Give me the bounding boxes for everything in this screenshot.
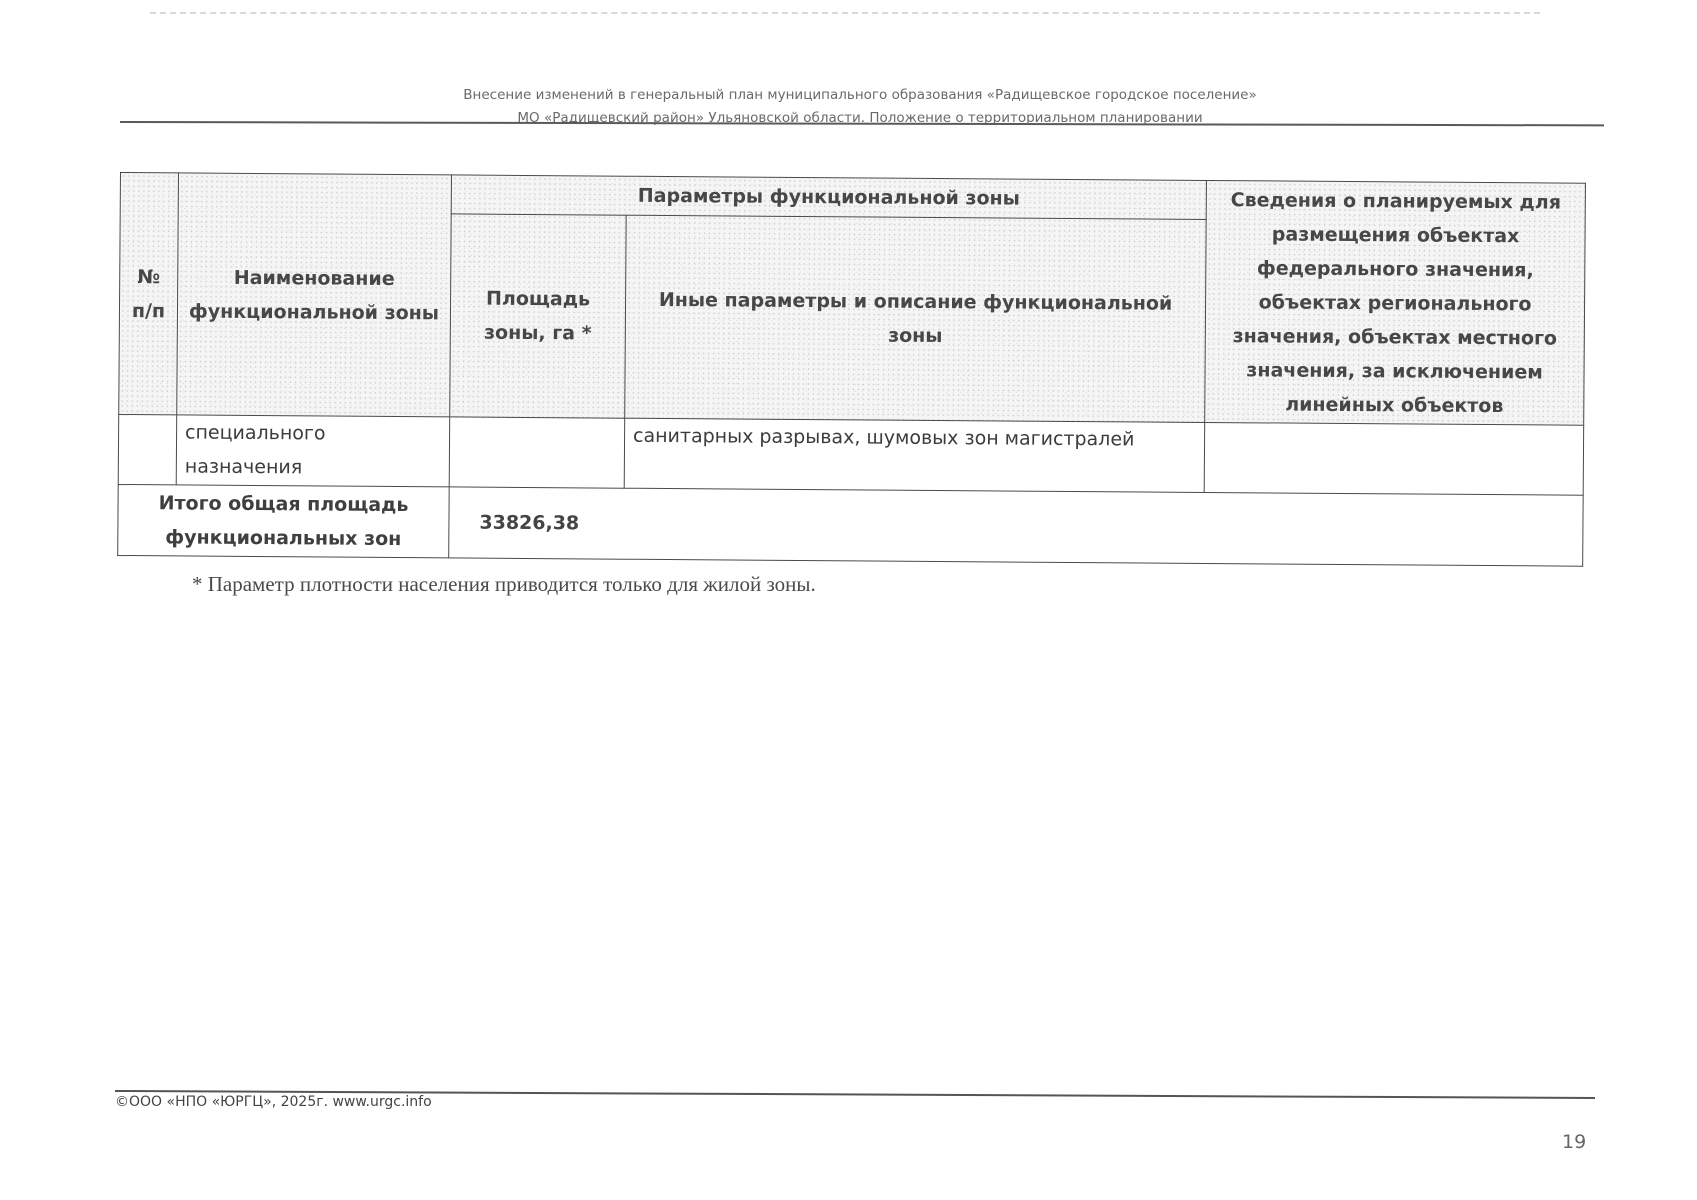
row-other-params: санитарных разрывах, шумовых зон магистралей (624, 418, 1205, 492)
header-num-line-2: п/п (131, 299, 166, 322)
footnote: * Параметр плотности населения приводится только для жилой зоны. (192, 572, 816, 596)
header-objects-info: Сведения о планируемых для размещения объектах федерального значения, объектах регионального значения, объектах местного значения, за исключением линейных объектов (1205, 180, 1586, 425)
header-area: Площадь зоны, га * (450, 214, 626, 419)
header-num-line-1: № (137, 265, 161, 288)
row-objects-info (1204, 423, 1584, 496)
header-zone-name: Наименование функциональной зоны (177, 173, 452, 417)
header-other-params: Иные параметры и описание функциональной зоны (625, 215, 1206, 422)
row-zone-name-line-1: специального (185, 421, 326, 445)
page-number: 19 (1562, 1131, 1587, 1153)
table-row (118, 415, 1583, 496)
total-label (118, 485, 450, 558)
scan-edge-artifact (150, 12, 1540, 14)
header-num-cell (119, 173, 179, 416)
functional-zones-table (117, 172, 1585, 567)
total-area-value: 33826,38 (449, 487, 1584, 566)
row-num (118, 415, 177, 485)
row-zone-name (176, 415, 450, 487)
total-row (118, 485, 1583, 567)
row-zone-name-line-2: назначения (184, 455, 303, 479)
document-header-line-2: МО «Радищевский район» Ульяновской области. Положение о территориальном планировании (517, 110, 1203, 126)
document-header-line-1: Внесение изменений в генеральный план муниципального образования «Радищевское городское поселение» (463, 87, 1257, 103)
header-params-group: Параметры функциональной зоны (451, 175, 1206, 219)
total-label-line-1: Итого общая площадь (158, 492, 409, 517)
footer-copyright: ©ООО «НПО «ЮРГЦ», 2025г. www.urgc.info (115, 1094, 432, 1110)
row-area (449, 417, 625, 488)
total-label-line-2: функциональных зон (165, 526, 402, 551)
